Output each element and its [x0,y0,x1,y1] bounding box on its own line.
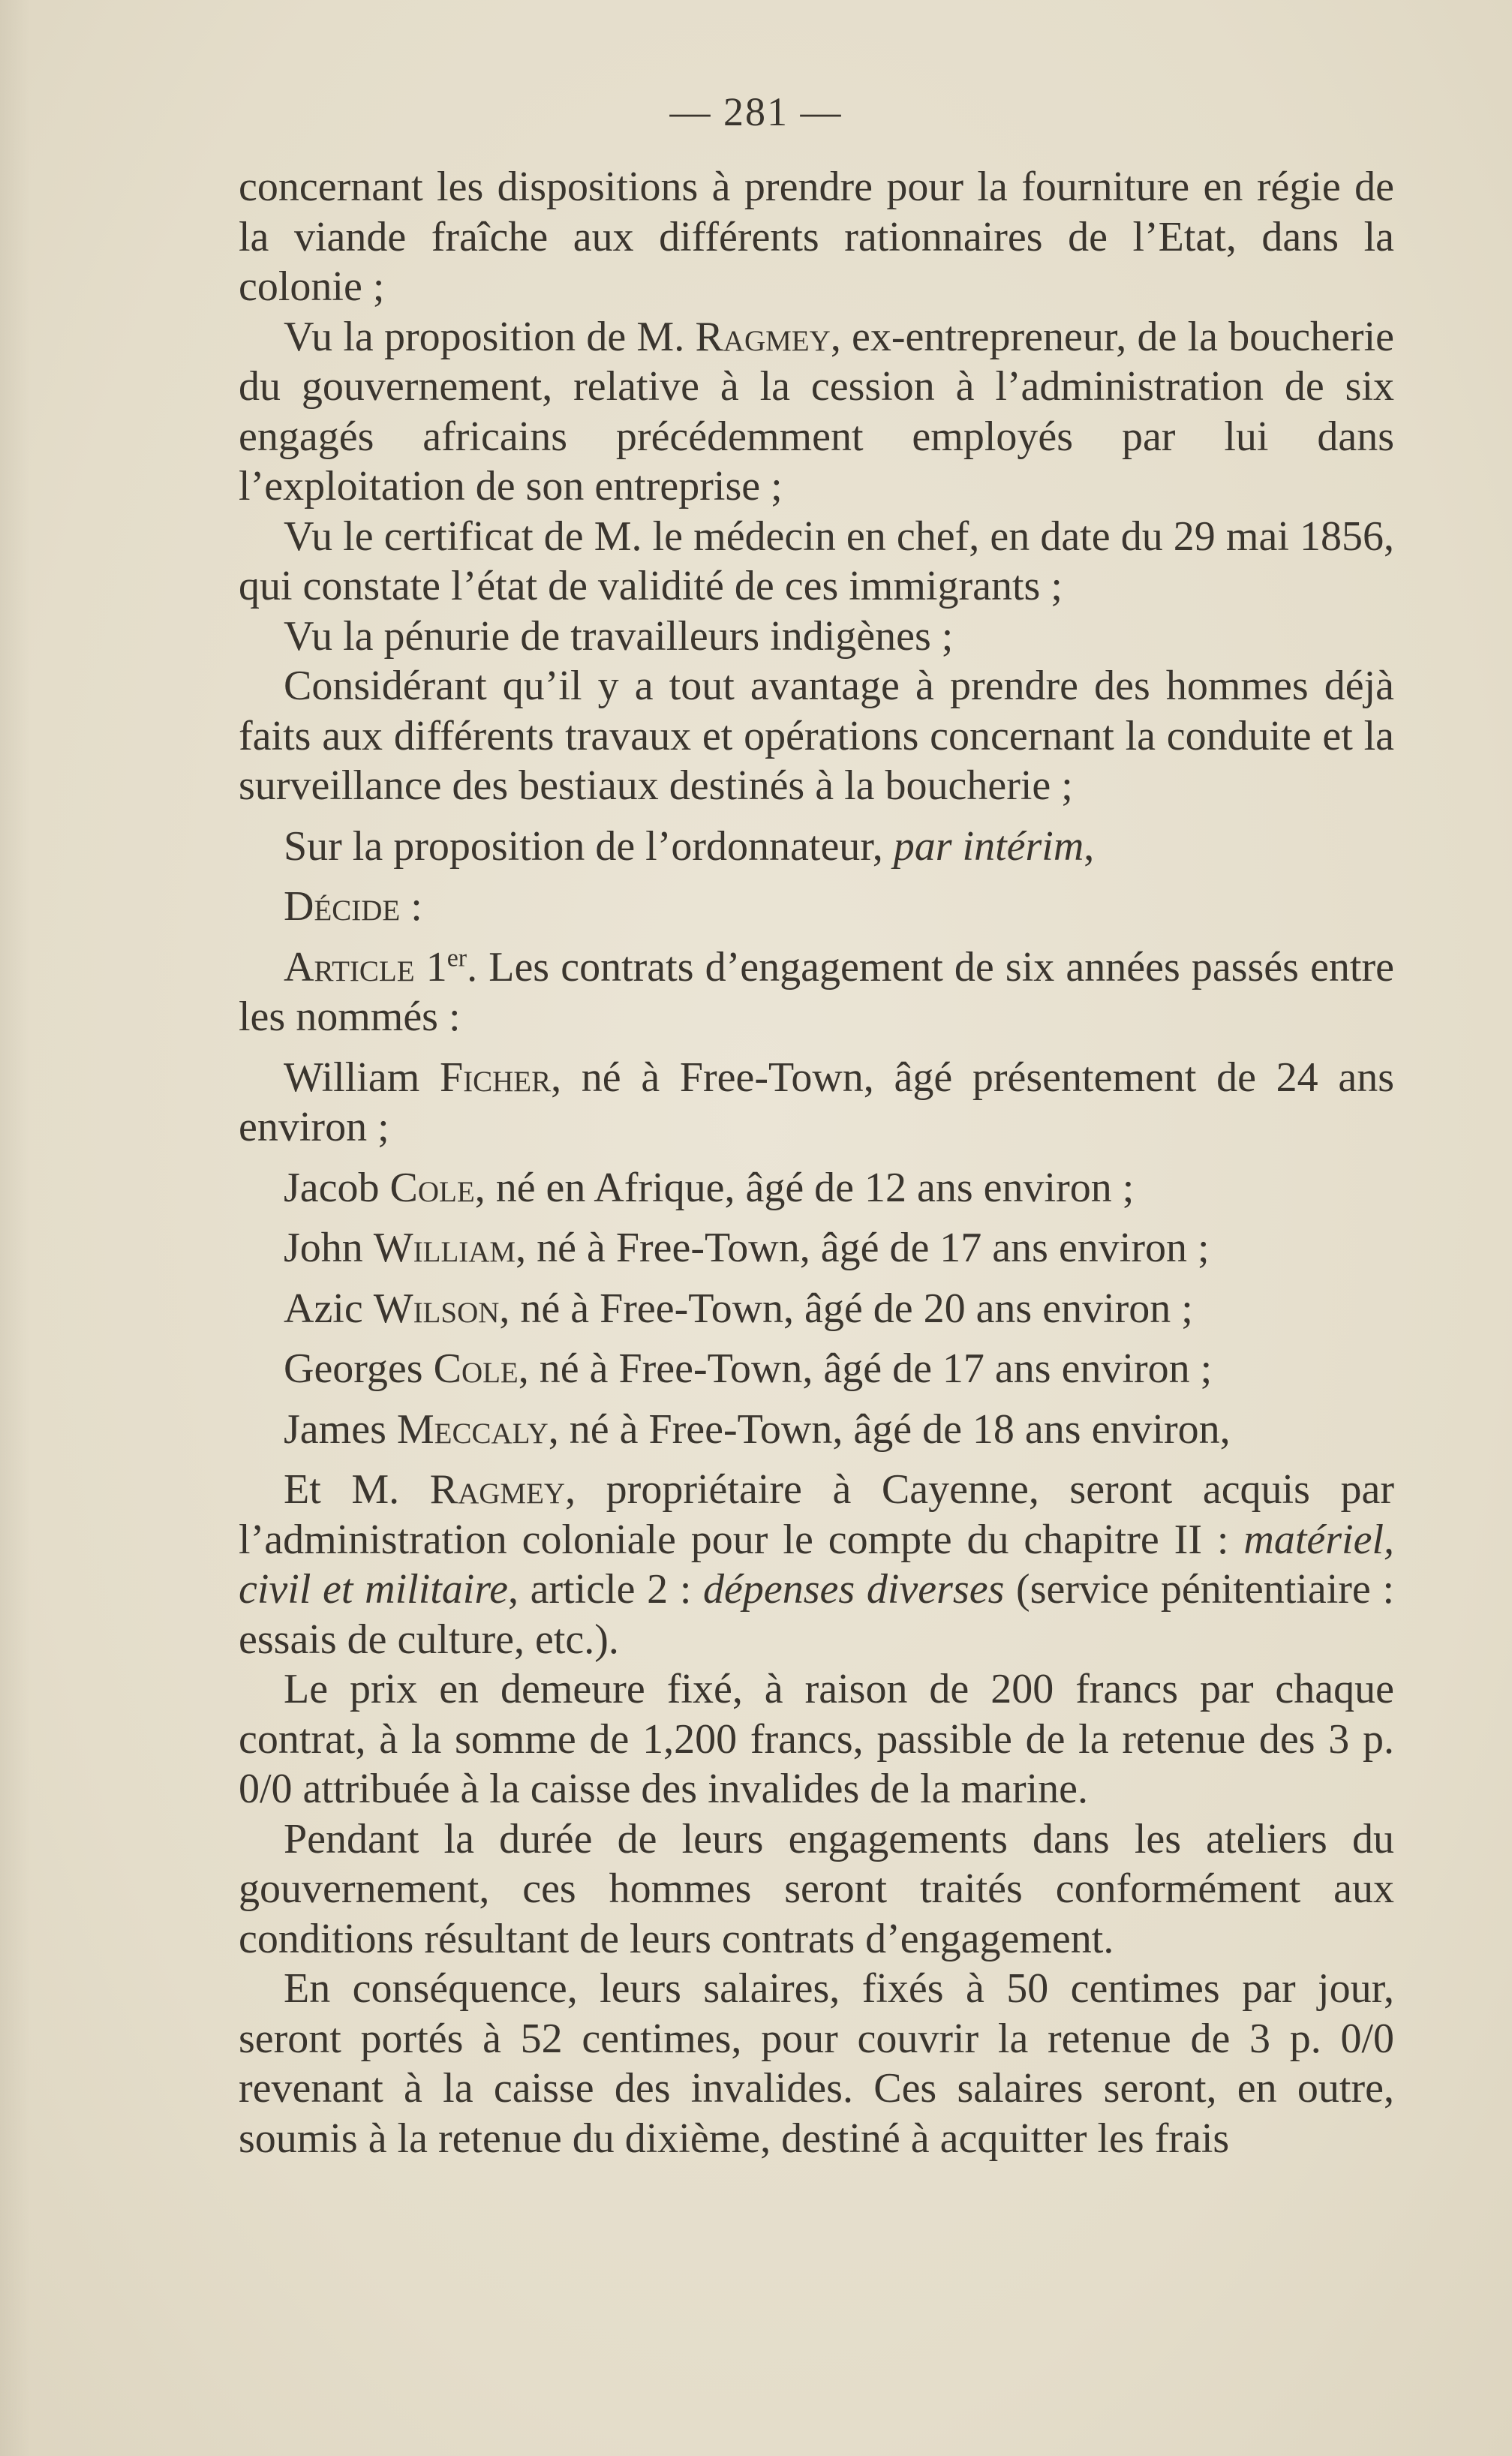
text: Sur la proposition de l’ordonnateur, [284,822,894,870]
text: , né à Free-Town, âgé de 17 ans environ ; [516,1225,1210,1271]
paragraph [239,612,1394,662]
person-name: Ragmey [429,1466,566,1513]
text: Azic [284,1285,374,1332]
person-name: William [373,1225,516,1271]
text: Jacob [284,1164,390,1211]
decide-heading [239,882,1394,932]
text: , propriétaire à Cayenne, seront acquis par l’administration coloniale pour le compte du chapitre II : [239,1466,1394,1563]
person-name: Wilson [373,1285,500,1332]
text: , ex-entrepreneur, de la boucherie du gouvernement, relative à la cession à l’administration de six engagés africains précédemment employés par lui dans l’exploitation de son entreprise ; [239,313,1394,510]
text: Et M. [284,1466,430,1513]
text: James [284,1405,397,1453]
paragraph-text: Pendant la durée de leurs engagements dans les ateliers du gouvernement, ces hommes seront traités conformément aux conditions résultant de leurs contrats d’engagement. [239,1815,1394,1962]
person-name: Ragmey [695,313,831,360]
list-item [239,1053,1394,1153]
text: John [284,1225,374,1271]
list-item [239,1223,1394,1273]
paragraph [239,822,1394,872]
list-item [239,1163,1394,1213]
text: Vu la proposition de M. [284,313,696,360]
article-paragraph [239,942,1394,1042]
page-fold-shadow [0,0,30,2456]
paragraph [239,1964,1394,2163]
text: Georges [284,1345,434,1392]
paragraph [239,162,1394,312]
article-label: Article 1 [284,943,447,991]
person-name: Cole [433,1345,519,1392]
paragraph-text: En conséquence, leurs salaires, fixés à 50 centimes par jour, seront portés à 52 centimes, pour couvrir la retenue de 3 p. 0/0 revenant à la caisse des invalides. Ces salaires seront, en outre, soumis à la retenue du dixième, destiné à acquitter les frais [239,1965,1394,2162]
text: , [1084,822,1095,870]
text: , né en Afrique, âgé de 12 ans environ ; [474,1164,1135,1211]
page-number: — 281 — [669,89,843,134]
list-item [239,1344,1394,1394]
person-name: Cole [389,1164,475,1211]
person-name: Ficher [439,1054,552,1101]
text: , né à Free-Town, âgé de 17 ans environ ; [518,1345,1213,1392]
text: William [284,1054,440,1101]
text: , né à Free-Town, âgé de 18 ans environ, [548,1405,1231,1453]
paragraph-text: concernant les dispositions à prendre pour la fourniture en régie de la viande fraîche aux différents rationnaires de l’Etat, dans la colonie ; [239,164,1394,310]
superscript: er [446,943,467,972]
paragraph-text: Vu la pénurie de travailleurs indigènes ; [284,612,954,660]
list-item [239,1405,1394,1455]
paragraph [239,1814,1394,1964]
paragraph [239,512,1394,612]
text: , article 2 : [507,1566,704,1613]
paragraph [239,312,1394,512]
person-name: Meccaly [396,1405,549,1453]
paragraph-text: Le prix en demeure fixé, à raison de 200 francs par chaque contrat, à la somme de 1,200 francs, passible de la retenue des 3 p. 0/0 attribuée à la caisse des invalides de la marine. [239,1666,1394,1812]
decide-label: Décide : [284,883,422,930]
text: , né à Free-Town, âgé présentement de 24 ans environ ; [239,1054,1394,1150]
paragraph [239,661,1394,811]
list-item [239,1284,1394,1334]
paragraph [239,1465,1394,1664]
italic-text: matériel, civil et militaire [239,1516,1394,1613]
text: . Les contrats d’engagement de six années passés entre les nommés : [239,943,1394,1040]
paragraph [239,1664,1394,1814]
text: (service pénitentiaire : essais de culture, etc.). [239,1566,1395,1663]
body-text [239,162,1394,2163]
text: , né à Free-Town, âgé de 20 ans environ ; [499,1285,1193,1332]
italic-text: par intérim [893,822,1084,870]
italic-text: dépenses diverses [703,1566,1005,1613]
paragraph-text: Vu le certificat de M. le médecin en chef, en date du 29 mai 1856, qui constate l’état de validité de ces immigrants ; [239,513,1394,609]
paragraph-text: Considérant qu’il y a tout avantage à prendre des hommes déjà faits aux différents travaux et opérations concernant la conduite et la surveillance des bestiaux destinés à la boucherie ; [239,663,1394,809]
